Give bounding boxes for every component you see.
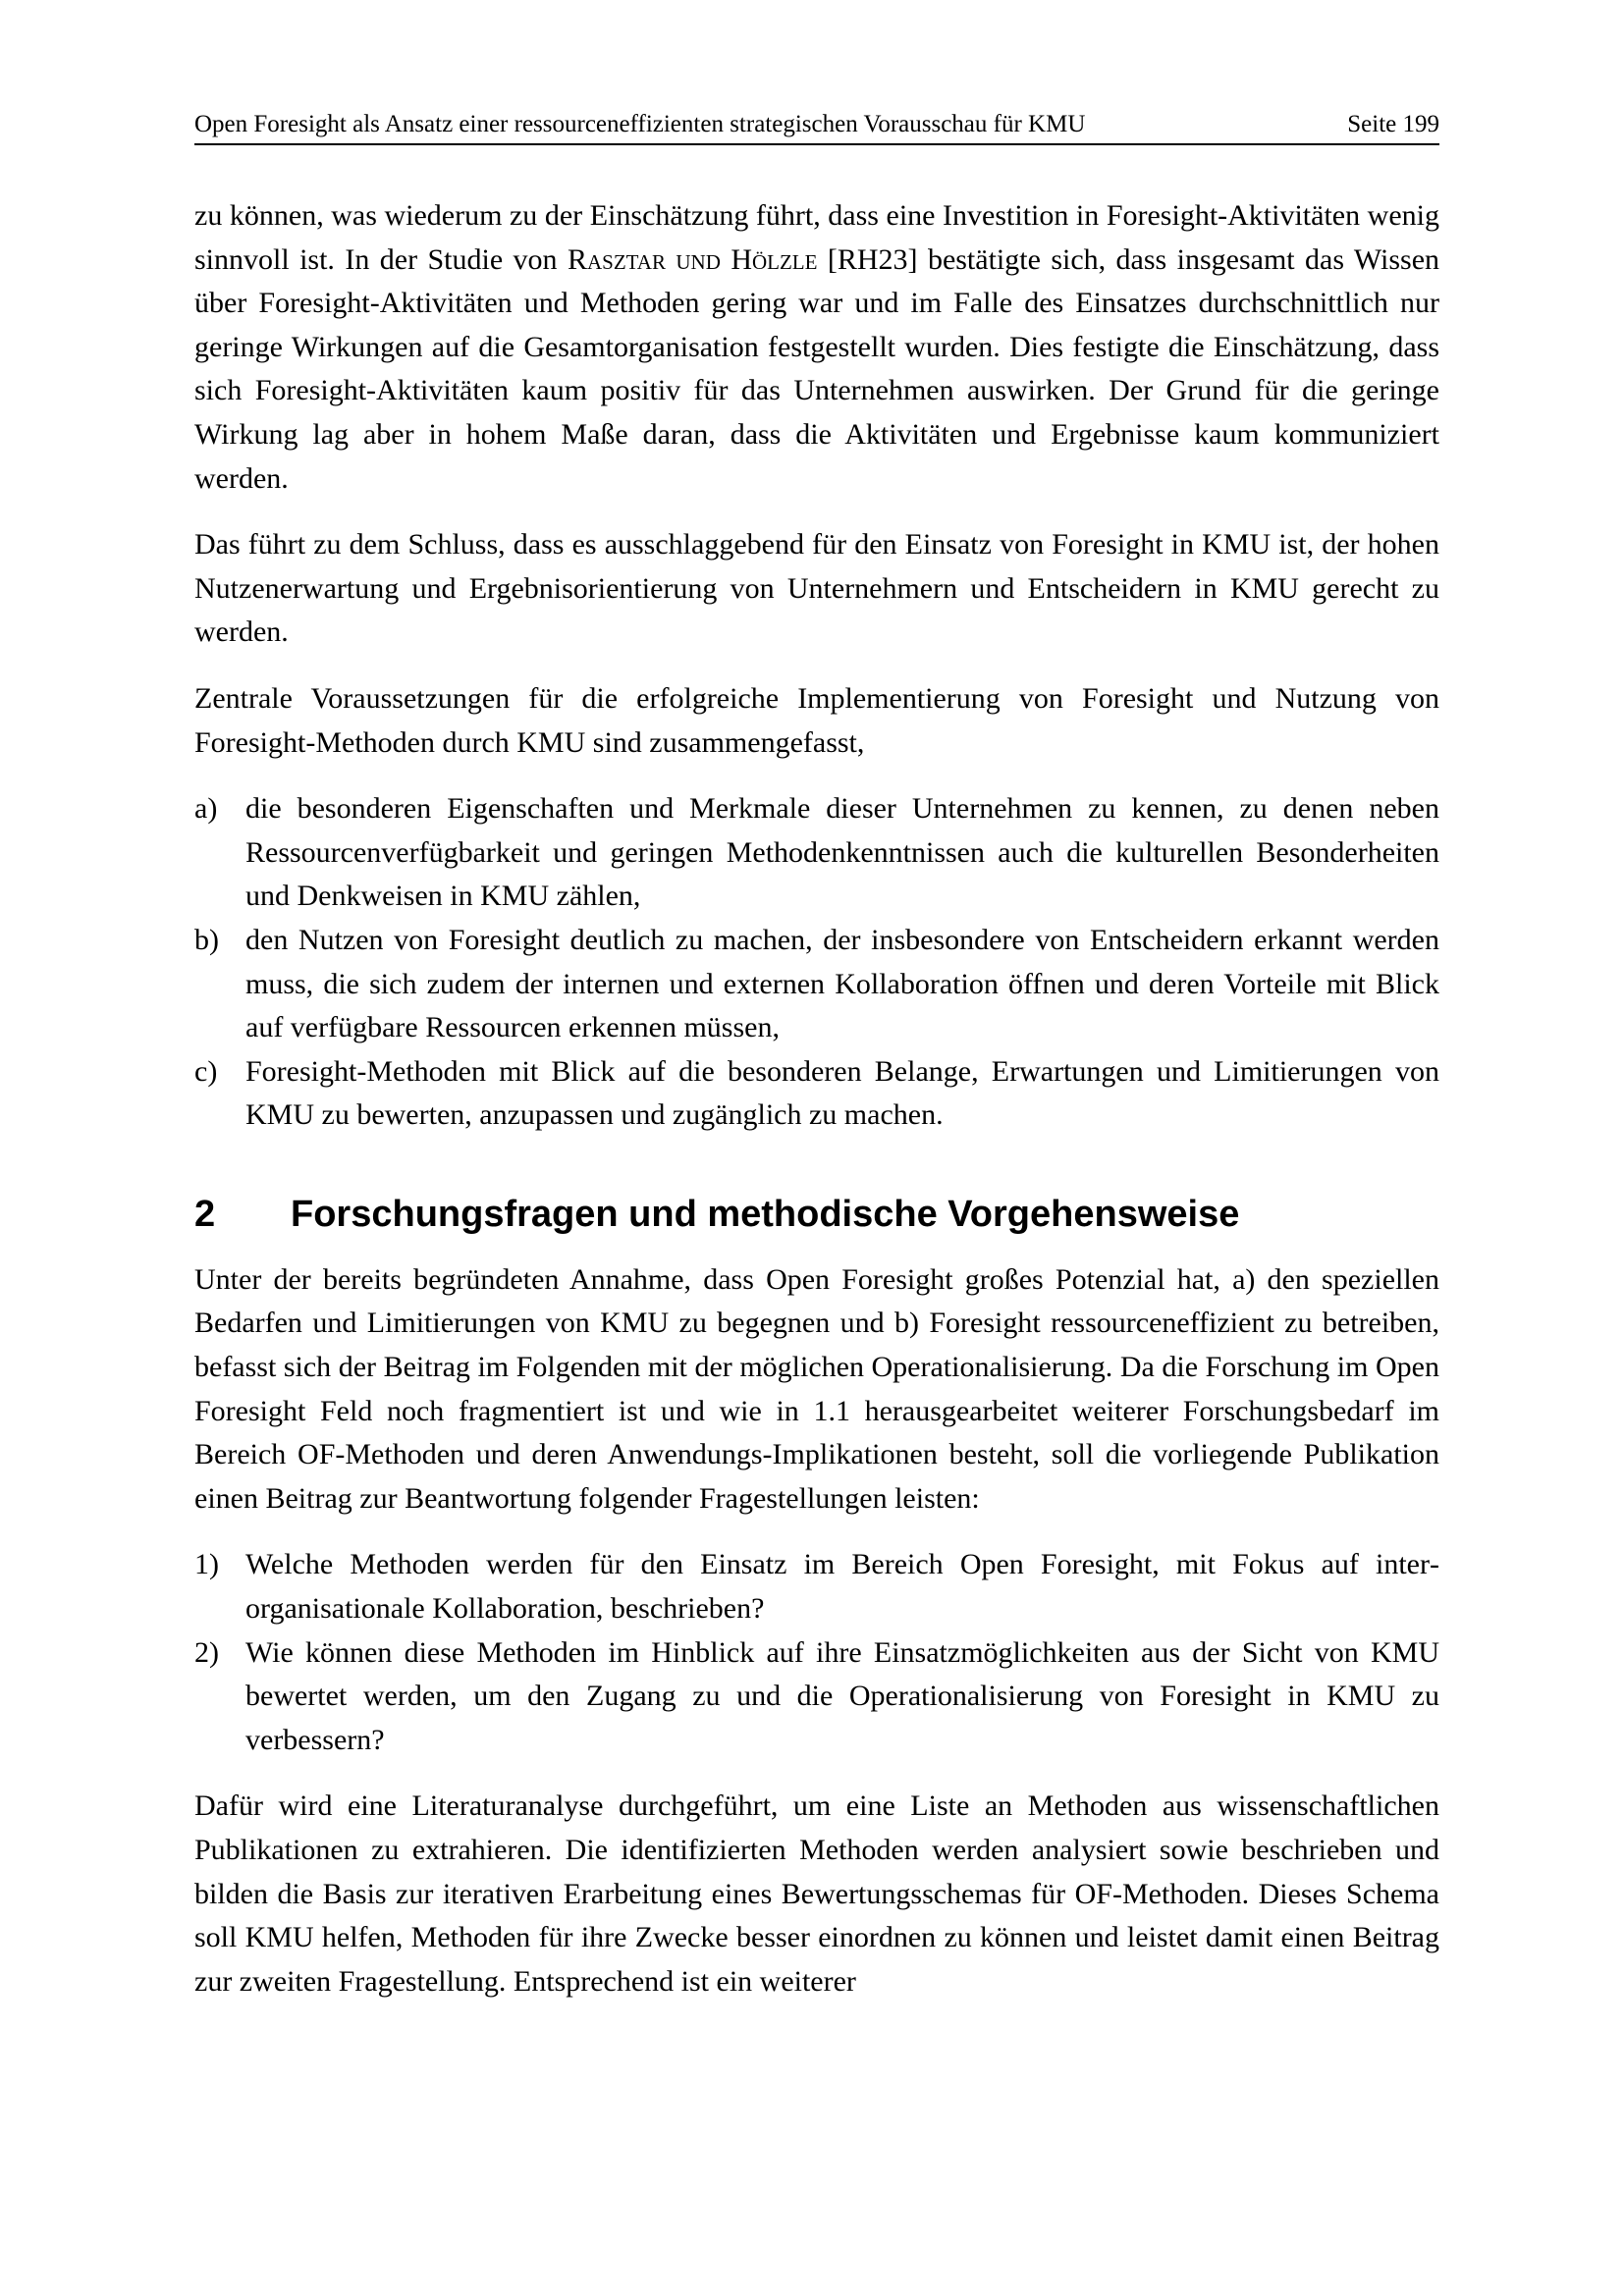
list-item-text: Wie können diese Methoden im Hinblick auf ihre Einsatzmöglichkeiten aus der Sicht von KMU bewertet werden, um den Zugang zu und die Operationalisierung von Foresight in KMU zu verbessern? [245, 1635, 1439, 1756]
section-number: 2 [194, 1193, 216, 1235]
paragraph-3: Zentrale Voraussetzungen für die erfolgreiche Implementierung von Foresight und Nutzung von Foresight-Methoden durch KMU sind zusammengefasst, [194, 681, 1439, 759]
list-item-text: Welche Methoden werden für den Einsatz im Bereich Open Foresight, mit Fokus auf interorganisationale Kollaboration, beschrieben? [245, 1548, 1439, 1626]
paragraph-1-text-a: zu können, was wiederum zu der Einschätzung führt, dass eine Investition in Foresight-Aktivitäten wenig sinnvoll ist. In der Studie von [194, 199, 1439, 276]
paragraph-2: Das führt zu dem Schluss, dass es ausschlaggebend für den Einsatz von Foresight in KMU ist, der hohen Nutzenerwartung und Ergebnisorientierung von Unternehmern und Entscheidern in KMU gerecht zu werden. [194, 528, 1439, 649]
requirements-list [194, 787, 1439, 1138]
paragraph-1 [194, 194, 1439, 501]
paragraph-5: Dafür wird eine Literaturanalyse durchgeführt, um eine Liste an Methoden aus wissenschaftlichen Publikationen zu extrahieren. Die identifizierten Methoden werden analysiert sowie beschrieben und bilden die Basis zur iterativen Erarbeitung eines Bewertungsschemas für OF-Methoden. Dieses Schema soll KMU helfen, Methoden für ihre Zwecke besser einordnen zu können und leistet damit einen Beitrag zur zweiten Fragestellung. Entsprechend ist ein weiterer [194, 1789, 1439, 1998]
list-marker: 2) [194, 1635, 219, 1669]
list-item [194, 919, 1439, 1050]
list-marker: 1) [194, 1548, 219, 1581]
author-hoelzle: Hölzle [731, 242, 818, 276]
section-heading [194, 1191, 1439, 1238]
list-item-text: die besonderen Eigenschaften und Merkmale dieser Unternehmen zu kennen, zu denen neben Ressourcenverfügbarkeit und geringen Methodenkenntnissen auch die kulturellen Besonderheiten und Denkweisen in KMU zählen, [245, 792, 1439, 913]
list-item [194, 787, 1439, 919]
list-marker: a) [194, 792, 218, 826]
list-item [194, 1050, 1439, 1138]
research-questions-list [194, 1543, 1439, 1762]
list-item-text: den Nutzen von Foresight deutlich zu machen, der insbesondere von Entscheidern erkannt werden muss, die sich zudem der internen und externen Kollaboration öffnen und deren Vorteile mit Blick auf verfügbare Ressourcen erkennen müssen, [245, 923, 1439, 1044]
author-rasztar: Rasztar [567, 242, 666, 276]
list-item-text: Foresight-Methoden mit Blick auf die besonderen Belange, Erwartungen und Limitierungen von KMU zu bewerten, anzupassen und zugänglich zu machen. [245, 1054, 1439, 1132]
list-marker: b) [194, 923, 219, 956]
list-item [194, 1543, 1439, 1630]
author-conjunction: und [665, 242, 731, 276]
running-header [194, 110, 1439, 145]
header-title: Open Foresight als Ansatz einer ressourceneffizienten strategischen Vorausschau für KMU [194, 111, 1086, 137]
body-text [194, 194, 1439, 2026]
list-marker: c) [194, 1054, 218, 1088]
paragraph-4: Unter der bereits begründeten Annahme, dass Open Foresight großes Potenzial hat, a) den speziellen Bedarfen und Limitierungen von KMU zu begegnen und b) Foresight ressourceneffizient zu betreiben, befasst sich der Beitrag im Folgenden mit der möglichen Operationalisierung. Da die Forschung im Open Foresight Feld noch fragmentiert ist und wie in 1.1 herausgearbeitet weiterer Forschungsbedarf im Bereich OF-Methoden und deren Anwendungs-Implikationen besteht, soll die vorliegende Publikation einen Beitrag zur Beantwortung folgender Fragestellungen leisten: [194, 1262, 1439, 1515]
paragraph-1-text-b: [RH23] bestätigte sich, dass insgesamt das Wissen über Foresight-Aktivitäten und Methoden gering war und im Falle des Einsatzes durchschnittlich nur geringe Wirkungen auf die Gesamtorganisation festgestellt wurden. Dies festigte die Einschätzung, dass sich Foresight-Aktivitäten kaum positiv für das Unternehmen auswirken. Der Grund für die geringe Wirkung lag aber in hohem Maße daran, dass die Aktivitäten und Ergebnisse kaum kommuniziert werden. [194, 242, 1440, 495]
list-item [194, 1631, 1439, 1763]
page-number: Seite 199 [1347, 111, 1439, 137]
section-title: Forschungsfragen und methodische Vorgehensweise [291, 1193, 1240, 1235]
